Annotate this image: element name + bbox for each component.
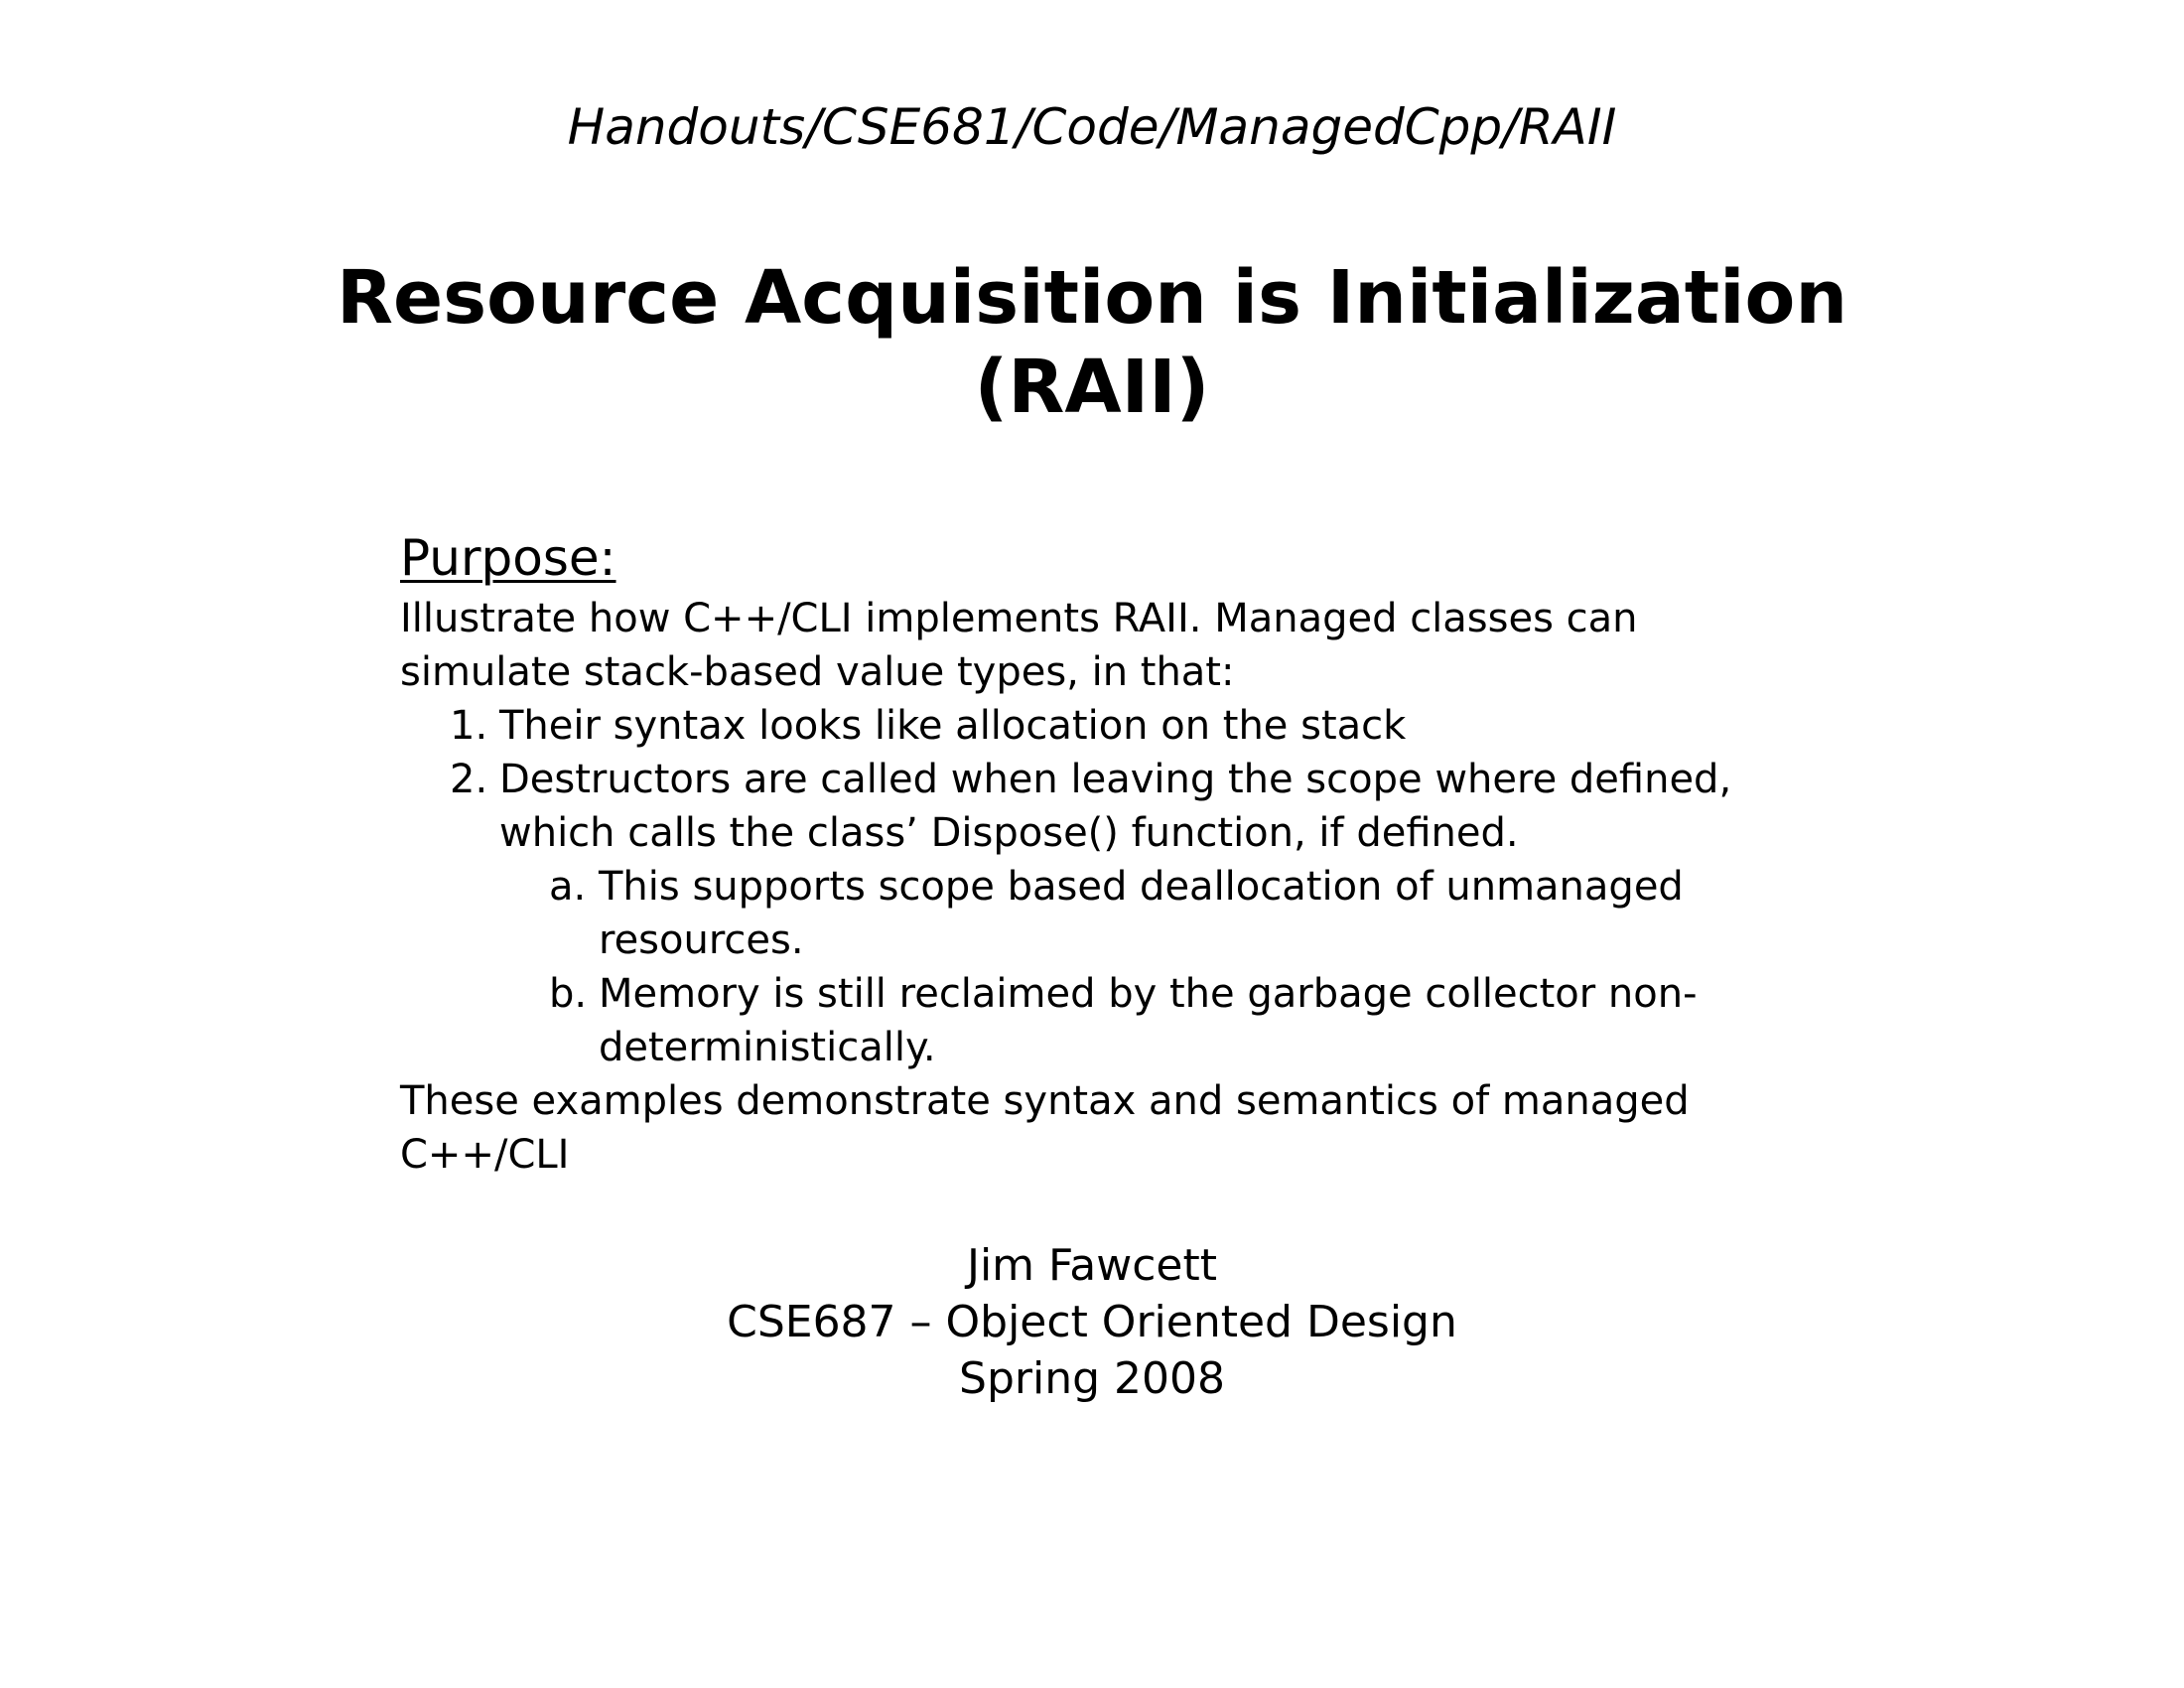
page-title: [0, 253, 2184, 432]
list-marker: 1.: [450, 703, 488, 749]
purpose-sublist: [499, 860, 1740, 1074]
term: Spring 2008: [959, 1353, 1225, 1404]
author-name: Jim Fawcett: [966, 1240, 1218, 1291]
purpose-outro: These examples demonstrate syntax and semantics of managed C++/CLI: [400, 1078, 1690, 1178]
list-item-text: Destructors are called when leaving the scope where defined, which calls the class’ Dispose() function, if defined.: [499, 757, 1732, 856]
list-item-text: Their syntax looks like allocation on the stack: [499, 703, 1407, 749]
sublist-item: [549, 967, 1740, 1074]
sublist-item-text: This supports scope based deallocation of unmanaged resources.: [599, 864, 1684, 963]
list-item: [450, 699, 1740, 753]
purpose-intro: Illustrate how C++/CLI implements RAII. Managed classes can simulate stack-based value types, in that:: [400, 596, 1638, 695]
title-line-1: Resource Acquisition is Initialization: [336, 255, 1848, 341]
purpose-list: [450, 699, 1740, 1074]
sublist-item-text: Memory is still reclaimed by the garbage collector non-deterministically.: [599, 971, 1698, 1070]
list-item: [450, 753, 1740, 1074]
sublist-item: [549, 860, 1740, 967]
purpose-heading: Purpose:: [400, 529, 616, 587]
course-name: CSE687 – Object Oriented Design: [727, 1297, 1457, 1347]
handout-path: Handouts/CSE681/Code/ManagedCpp/RAII: [567, 98, 1617, 156]
title-line-2: (RAII): [974, 345, 1210, 430]
list-marker: 2.: [450, 757, 488, 802]
author-block: [0, 1237, 2184, 1407]
sublist-marker: a.: [549, 864, 587, 910]
sublist-marker: b.: [549, 971, 588, 1017]
